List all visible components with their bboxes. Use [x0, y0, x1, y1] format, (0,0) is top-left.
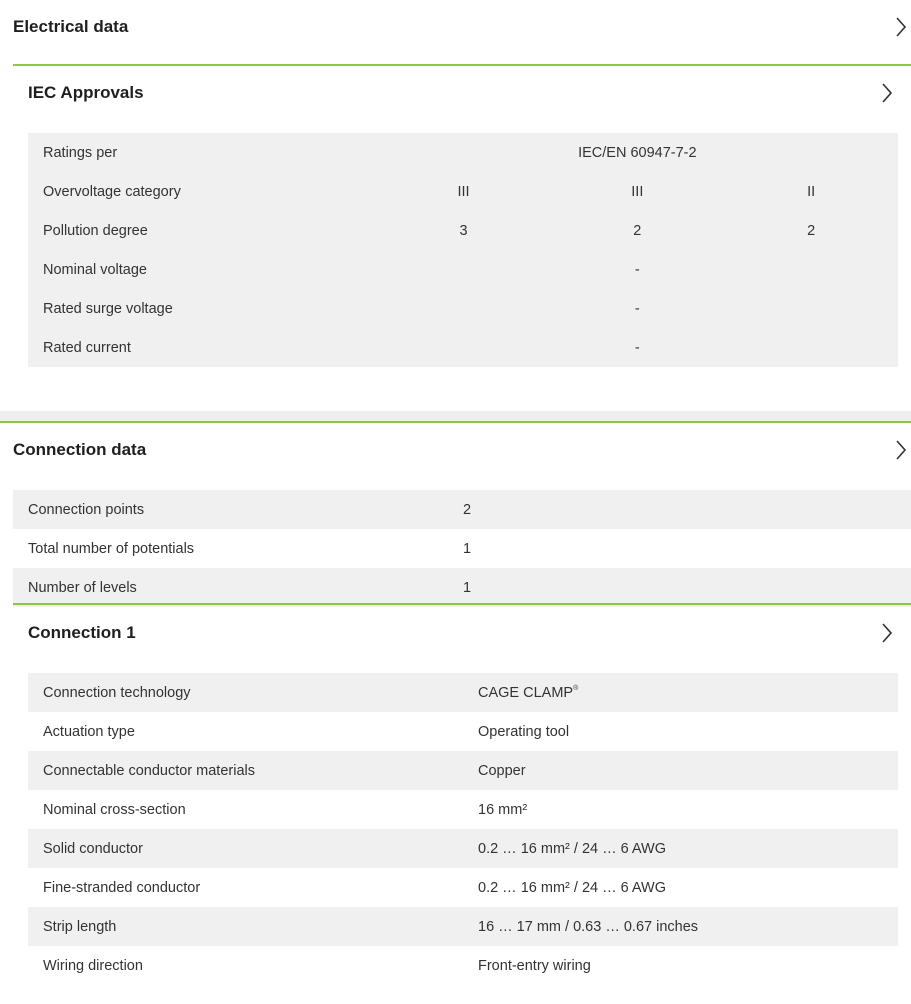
row-label: Fine-stranded conductor: [43, 879, 201, 896]
iec-approvals-header[interactable]: [28, 80, 893, 106]
connection-data-table: [13, 490, 911, 607]
chevron-right-icon[interactable]: [881, 623, 893, 643]
electrical-data-header[interactable]: [13, 14, 907, 40]
chevron-right-icon[interactable]: [895, 17, 907, 37]
table-row: [28, 328, 898, 367]
row-label: Connectable conductor materials: [28, 751, 478, 790]
row-label: Total number of potentials: [28, 540, 195, 557]
table-row: [28, 907, 898, 946]
table-row: [28, 172, 898, 211]
row-value: -: [377, 328, 898, 367]
row-value: Operating tool: [478, 723, 570, 740]
electrical-data-title: Electrical data: [13, 17, 129, 36]
row-value: 3: [377, 211, 551, 250]
row-value: II: [724, 172, 898, 211]
table-row: [28, 211, 898, 250]
iec-approvals-title: IEC Approvals: [28, 83, 144, 102]
row-label: Strip length: [28, 907, 478, 946]
table-row: [28, 868, 898, 907]
row-value: 1: [463, 540, 472, 557]
row-value: [478, 673, 898, 712]
chevron-right-icon[interactable]: [881, 83, 893, 103]
connection-1-header[interactable]: [28, 620, 893, 646]
row-label: Rated surge voltage: [28, 289, 377, 328]
row-value: III: [550, 172, 724, 211]
registered-mark: ®: [573, 684, 579, 692]
row-label: Number of levels: [13, 568, 463, 607]
row-value: Copper: [478, 751, 898, 790]
connection-1-title: Connection 1: [28, 623, 136, 642]
row-label: Connection technology: [28, 673, 478, 712]
row-value: 2: [724, 211, 898, 250]
table-row: [28, 829, 898, 868]
row-label: Rated current: [28, 328, 377, 367]
section-divider: [13, 64, 911, 66]
row-value: 2: [463, 490, 911, 529]
row-value: IEC/EN 60947-7-2: [377, 133, 898, 172]
table-row: [28, 250, 898, 289]
row-value: 0.2 … 16 mm² / 24 … 6 AWG: [478, 829, 898, 868]
table-row: [28, 289, 898, 328]
row-value: 1: [463, 568, 911, 607]
row-value: 2: [550, 211, 724, 250]
table-row: [28, 751, 898, 790]
section-divider: [13, 603, 911, 605]
iec-approvals-table: [28, 133, 898, 367]
section-divider: [0, 421, 911, 423]
row-value: III: [377, 172, 551, 211]
row-label: Overvoltage category: [28, 172, 377, 211]
chevron-right-icon[interactable]: [895, 440, 907, 460]
section-separator: [0, 411, 911, 421]
connection-data-title: Connection data: [13, 440, 147, 459]
table-row: [13, 529, 911, 568]
table-row: [28, 790, 898, 829]
table-row: [13, 490, 911, 529]
row-label: Connection points: [13, 490, 463, 529]
connection-data-header[interactable]: [13, 437, 907, 463]
table-row: [28, 946, 898, 985]
connection-technology-value: CAGE CLAMP: [478, 684, 574, 701]
row-label: Nominal cross-section: [43, 801, 186, 818]
row-label: Ratings per: [28, 133, 377, 172]
row-value: 16 mm²: [478, 801, 528, 818]
row-value: -: [377, 289, 898, 328]
row-value: Front-entry wiring: [478, 957, 591, 974]
table-row: [13, 568, 911, 607]
row-label: Actuation type: [43, 723, 135, 740]
row-label: Solid conductor: [28, 829, 478, 868]
row-label: Nominal voltage: [28, 250, 377, 289]
row-label: Pollution degree: [28, 211, 377, 250]
row-value: 0.2 … 16 mm² / 24 … 6 AWG: [478, 879, 667, 896]
row-label: Wiring direction: [43, 957, 143, 974]
row-value: 16 … 17 mm / 0.63 … 0.67 inches: [478, 907, 898, 946]
row-value: -: [377, 250, 898, 289]
connection-1-table: [28, 673, 898, 985]
table-row: [28, 712, 898, 751]
table-row: [28, 133, 898, 172]
table-row: [28, 673, 898, 712]
